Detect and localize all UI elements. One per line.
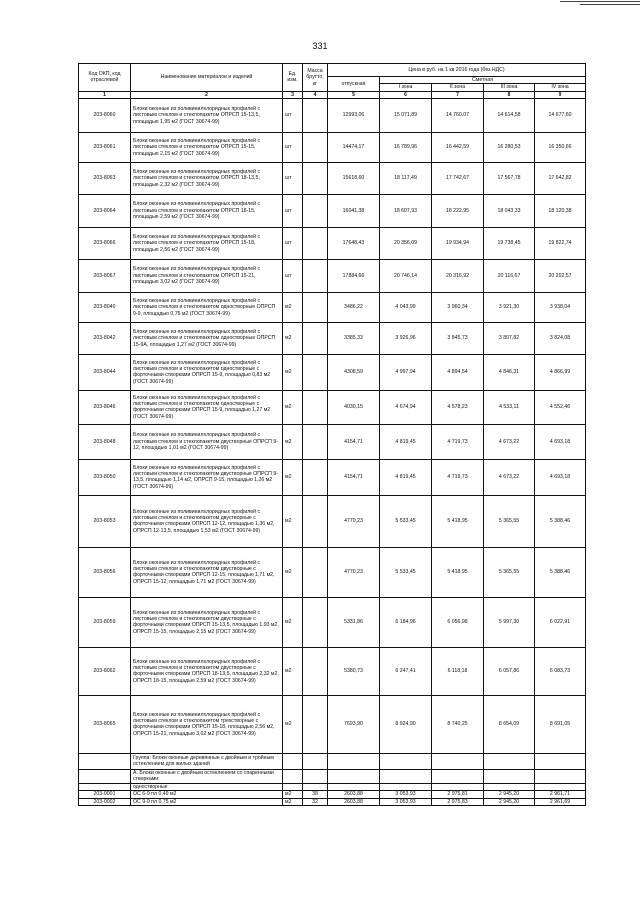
price-zone-1: 6 247,41 — [380, 647, 432, 695]
item-mass — [303, 259, 328, 292]
table-row — [79, 695, 586, 753]
price-zone-3: 2 945,20 — [484, 791, 535, 798]
subsubgroup-title-row — [79, 783, 586, 790]
item-code: 203-8065 — [79, 695, 131, 753]
price-zone-2: 6 118,18 — [432, 647, 484, 695]
item-unit: шт — [283, 259, 303, 292]
item-mass — [303, 322, 328, 354]
price-zone-4: 14 677,60 — [535, 98, 586, 132]
empty-cell — [79, 769, 131, 783]
item-name: Блоки оконные из поливинилхлоридных профилей с листовым стеклом и стеклопакетом одностворные ОПРСП 15-9А, площадью 1,27 м2 (ГОСТ 30674-99) — [131, 322, 283, 354]
item-code: 203-8056 — [79, 547, 131, 597]
price-zone-2: 5 418,95 — [432, 495, 484, 547]
price-zone-1: 6 184,96 — [380, 597, 432, 647]
price-zone-3: 5 997,30 — [484, 597, 535, 647]
item-code: 203-8046 — [79, 390, 131, 424]
price-zone-4: 3 824,08 — [535, 322, 586, 354]
item-mass — [303, 132, 328, 162]
item-mass — [303, 354, 328, 390]
price-release: 4770,23 — [328, 547, 380, 597]
price-zone-2: 17 742,67 — [432, 162, 484, 194]
price-release: 14474,17 — [328, 132, 380, 162]
item-mass — [303, 227, 328, 259]
column-index: 7 — [432, 91, 484, 98]
item-mass — [303, 162, 328, 194]
empty-cell — [432, 753, 484, 769]
empty-cell — [328, 769, 380, 783]
price-zone-4: 5 388,46 — [535, 547, 586, 597]
table-row — [79, 132, 586, 162]
table-header — [79, 64, 586, 92]
item-mass — [303, 194, 328, 227]
price-zone-1: 3 053,93 — [380, 791, 432, 798]
price-zone-3: 19 738,45 — [484, 227, 535, 259]
price-zone-4: 4 552,46 — [535, 390, 586, 424]
price-zone-3: 6 057,86 — [484, 647, 535, 695]
item-unit: м2 — [283, 695, 303, 753]
table-row — [79, 547, 586, 597]
price-release: 4154,71 — [328, 424, 380, 459]
item-name: Блоки оконные из поливинилхлоридных профилей с листовым стеклом и стеклопакетом двустворные с форточными створками ОПРСП 12-12, площадью 1,36 м2, ОПРСП 12-13,5, площадью 1,53 м2 (ГОСТ 30674-99) — [131, 495, 283, 547]
table-row — [79, 647, 586, 695]
item-code: 203-8063 — [79, 162, 131, 194]
price-release: 7693,90 — [328, 695, 380, 753]
item-unit: м2 — [283, 424, 303, 459]
price-zone-4: 6 083,73 — [535, 647, 586, 695]
price-zone-3: 18 043,33 — [484, 194, 535, 227]
price-zone-3: 14 614,58 — [484, 98, 535, 132]
empty-cell — [303, 769, 328, 783]
price-zone-2: 4 719,73 — [432, 424, 484, 459]
item-code: 203-8066 — [79, 227, 131, 259]
item-name: Блоки оконные из поливинилхлоридных профилей с листовым стеклом и стеклопакетом одностворные с форточными створками ОПРСП 15-9, площадью 1,27 м2 (ГОСТ 30674-99) — [131, 390, 283, 424]
price-zone-4: 19 822,74 — [535, 227, 586, 259]
table-row — [79, 354, 586, 390]
price-release: 5331,86 — [328, 597, 380, 647]
price-zone-3: 17 567,78 — [484, 162, 535, 194]
price-zone-3: 20 116,67 — [484, 259, 535, 292]
price-zone-1: 5 533,45 — [380, 495, 432, 547]
item-name: Блоки оконные из поливинилхлоридных профилей с листовым стеклом и стеклопакетом ОПРСП 15-13,5, площадью 1,95 м2 (ГОСТ 30674-99) — [131, 98, 283, 132]
price-zone-2: 2 975,83 — [432, 798, 484, 805]
price-zone-1: 18 117,49 — [380, 162, 432, 194]
price-zone-1: 3 053,93 — [380, 798, 432, 805]
price-zone-3: 4 673,22 — [484, 459, 535, 495]
item-mass — [303, 292, 328, 322]
price-zone-3: 8 654,09 — [484, 695, 535, 753]
item-name: Блоки оконные из поливинилхлоридных профилей с листовым стеклом и стеклопакетом ОПРСП 18-13,5, площадью 2,32 м2 (ГОСТ 30674-99) — [131, 162, 283, 194]
empty-cell — [432, 783, 484, 790]
price-zone-1: 16 789,96 — [380, 132, 432, 162]
column-index: 2 — [131, 91, 283, 98]
price-release: 16041,38 — [328, 194, 380, 227]
item-code: 203-8053 — [79, 495, 131, 547]
item-mass — [303, 390, 328, 424]
price-zone-3: 3 921,30 — [484, 292, 535, 322]
price-zone-3: 3 807,82 — [484, 322, 535, 354]
price-zone-1: 4 819,45 — [380, 459, 432, 495]
price-zone-1: 5 533,45 — [380, 547, 432, 597]
empty-cell — [484, 769, 535, 783]
subgroup-title-row — [79, 769, 586, 783]
item-unit: шт — [283, 98, 303, 132]
table-row — [79, 98, 586, 132]
item-mass: 38 — [303, 791, 328, 798]
price-release: 12993,06 — [328, 98, 380, 132]
item-unit: м2 — [283, 390, 303, 424]
header-zone-2: II зона — [432, 84, 484, 91]
price-release: 4154,71 — [328, 459, 380, 495]
table-row — [79, 162, 586, 194]
item-mass — [303, 597, 328, 647]
header-release: отпускная — [328, 77, 380, 92]
empty-cell — [380, 769, 432, 783]
price-zone-1: 4 997,94 — [380, 354, 432, 390]
item-code: 203-0002 — [79, 798, 131, 805]
empty-cell — [283, 753, 303, 769]
page-number: 331 — [312, 41, 328, 51]
header-code: Код ОКП, код отраслевой — [79, 64, 131, 92]
price-zone-2: 16 442,59 — [432, 132, 484, 162]
column-index: 3 — [283, 91, 303, 98]
price-zone-1: 15 071,89 — [380, 98, 432, 132]
price-zone-3: 2 945,20 — [484, 798, 535, 805]
price-zone-4: 18 120,38 — [535, 194, 586, 227]
table-row — [79, 597, 586, 647]
column-index: 6 — [380, 91, 432, 98]
item-code: 203-8042 — [79, 322, 131, 354]
item-code: 203-8050 — [79, 459, 131, 495]
item-unit: м2 — [283, 791, 303, 798]
price-zone-1: 3 926,96 — [380, 322, 432, 354]
price-zone-4: 4 693,18 — [535, 459, 586, 495]
item-code: 203-8048 — [79, 424, 131, 459]
price-zone-2: 4 894,54 — [432, 354, 484, 390]
table-row — [79, 791, 586, 798]
item-unit: м2 — [283, 597, 303, 647]
item-unit: шт — [283, 194, 303, 227]
price-release: 17884,66 — [328, 259, 380, 292]
item-code: 203-8067 — [79, 259, 131, 292]
price-zone-1: 8 924,90 — [380, 695, 432, 753]
header-name: Наименование материалов и изделий — [131, 64, 283, 92]
price-zone-4: 3 938,04 — [535, 292, 586, 322]
empty-cell — [484, 753, 535, 769]
price-zone-1: 18 607,93 — [380, 194, 432, 227]
item-name: Блоки оконные из поливинилхлоридных профилей с листовым стеклом и стеклопакетом двустворные с форточными створками ОПРСП 18-13,5, площадью 2,32 м2, ОПРСП 18-15, площадью 2,59 м2 (ГОСТ 30674-99) — [131, 647, 283, 695]
price-zone-3: 4 673,22 — [484, 424, 535, 459]
price-zone-4: 6 022,91 — [535, 597, 586, 647]
item-unit: м2 — [283, 354, 303, 390]
item-mass — [303, 495, 328, 547]
empty-cell — [79, 783, 131, 790]
price-zone-3: 4 533,11 — [484, 390, 535, 424]
table-row — [79, 194, 586, 227]
empty-cell — [303, 753, 328, 769]
price-zone-3: 16 280,53 — [484, 132, 535, 162]
column-index: 5 — [328, 91, 380, 98]
item-unit: м2 — [283, 459, 303, 495]
price-zone-4: 17 642,82 — [535, 162, 586, 194]
price-zone-2: 4 719,73 — [432, 459, 484, 495]
item-unit: шт — [283, 162, 303, 194]
price-release: 4308,59 — [328, 354, 380, 390]
column-index: 9 — [535, 91, 586, 98]
price-zone-1: 20 356,09 — [380, 227, 432, 259]
empty-cell — [535, 783, 586, 790]
table-row — [79, 292, 586, 322]
price-zone-1: 4 819,45 — [380, 424, 432, 459]
price-zone-3: 5 365,55 — [484, 547, 535, 597]
item-code: 203-8040 — [79, 292, 131, 322]
item-mass — [303, 459, 328, 495]
item-code: 203-8060 — [79, 98, 131, 132]
price-zone-2: 6 056,98 — [432, 597, 484, 647]
price-zone-2: 14 760,07 — [432, 98, 484, 132]
price-zone-4: 2 961,71 — [535, 791, 586, 798]
empty-cell — [328, 753, 380, 769]
table-row — [79, 798, 586, 805]
scan-edge-mark — [560, 0, 640, 6]
price-release: 3486,22 — [328, 292, 380, 322]
item-name: Блоки оконные из поливинилхлоридных профилей с листовым стеклом и стеклопакетом ОПРСП 15-15, площадью 2,15 м2 (ГОСТ 30674-99) — [131, 132, 283, 162]
price-zone-2: 19 934,94 — [432, 227, 484, 259]
price-release: 2603,88 — [328, 791, 380, 798]
header-price: Цена в руб. на 1 кв 2016 года (без НДС) — [328, 64, 586, 77]
price-table — [78, 63, 586, 806]
price-zone-2: 3 845,73 — [432, 322, 484, 354]
empty-cell — [283, 783, 303, 790]
header-zone-1: I зона — [380, 84, 432, 91]
empty-cell — [328, 783, 380, 790]
item-code: 203-8059 — [79, 597, 131, 647]
item-unit: м2 — [283, 647, 303, 695]
item-code: 203-8061 — [79, 132, 131, 162]
price-zone-4: 5 388,46 — [535, 495, 586, 547]
item-mass — [303, 647, 328, 695]
table-row — [79, 424, 586, 459]
price-zone-3: 4 846,31 — [484, 354, 535, 390]
item-name: Блоки оконные из поливинилхлоридных профилей с листовым стеклом и стеклопакетом одностворные с форточными створками ОПРСП 15-9, площадью 0,83 м2 (ГОСТ 30674-99) — [131, 354, 283, 390]
price-release: 17648,43 — [328, 227, 380, 259]
price-release: 5380,73 — [328, 647, 380, 695]
table-row — [79, 259, 586, 292]
price-zone-2: 18 222,95 — [432, 194, 484, 227]
price-zone-1: 20 746,14 — [380, 259, 432, 292]
group-title: Группа: Блоки оконные деревянные с двойным и тройным остеклением для жилых зданий — [131, 753, 283, 769]
price-release: 4030,15 — [328, 390, 380, 424]
empty-cell — [79, 753, 131, 769]
column-index-row — [79, 91, 586, 98]
subgroup-title: А. Блоки оконные с двойным остеклением со спаренными створками: — [131, 769, 283, 783]
item-unit: м2 — [283, 798, 303, 805]
item-code: 203-8064 — [79, 194, 131, 227]
empty-cell — [303, 783, 328, 790]
table-row — [79, 495, 586, 547]
price-zone-4: 4 866,99 — [535, 354, 586, 390]
price-zone-2: 3 960,34 — [432, 292, 484, 322]
price-zone-2: 4 578,23 — [432, 390, 484, 424]
header-zone-3: III зона — [484, 84, 535, 91]
item-name: Блоки оконные из поливинилхлоридных профилей с листовым стеклом и стеклопакетом двустворные ОПРСП 9-13,5, площадью 1,14 м2, ОПРСП 9-15, площадью 1,26 м2 (ГОСТ 30674-99) — [131, 459, 283, 495]
price-zone-4: 4 693,18 — [535, 424, 586, 459]
empty-cell — [535, 753, 586, 769]
item-unit: м2 — [283, 547, 303, 597]
price-zone-2: 5 418,95 — [432, 547, 484, 597]
header-zone-4: IV зона — [535, 84, 586, 91]
item-mass: 32 — [303, 798, 328, 805]
price-zone-4: 2 961,69 — [535, 798, 586, 805]
column-index: 8 — [484, 91, 535, 98]
column-index: 1 — [79, 91, 131, 98]
price-zone-2: 20 316,92 — [432, 259, 484, 292]
item-name: Блоки оконные из поливинилхлоридных профилей с листовым стеклом и стеклопакетом двустворные ОПРСП 9-12, площадью 1,01 м2 (ГОСТ 30674-99) — [131, 424, 283, 459]
item-name: Блоки оконные из поливинилхлоридных профилей с листовым стеклом и стеклопакетом ОПРСП 18-15, площадью 2,59 м2 (ГОСТ 30674-99) — [131, 194, 283, 227]
price-zone-4: 16 350,66 — [535, 132, 586, 162]
empty-cell — [484, 783, 535, 790]
item-name: ОС 9-9 пл 0,75 м2 — [131, 798, 283, 805]
column-index: 4 — [303, 91, 328, 98]
price-zone-1: 4 674,94 — [380, 390, 432, 424]
item-unit: м2 — [283, 495, 303, 547]
group-title-row — [79, 753, 586, 769]
item-mass — [303, 547, 328, 597]
item-mass — [303, 98, 328, 132]
item-name: Блоки оконные из поливинилхлоридных профилей с листовым стеклом и стеклопакетом двустворные с форточными створками ОПРСП 15-13,5, площадью 1,93 м2, ОПРСП 15-15, площадью 2,15 м2 (ГОСТ 30674-99) — [131, 597, 283, 647]
price-zone-4: 8 691,05 — [535, 695, 586, 753]
price-zone-1: 4 043,99 — [380, 292, 432, 322]
header-estimate: Сметная — [380, 77, 586, 84]
table-row — [79, 322, 586, 354]
item-code: 203-8044 — [79, 354, 131, 390]
empty-cell — [432, 769, 484, 783]
item-name: Блоки оконные из поливинилхлоридных профилей с листовым стеклом и стеклопакетом одностворные ОПРСП 9-9, площадью 0,75 м2 (ГОСТ 30674-99) — [131, 292, 283, 322]
item-code: 203-8062 — [79, 647, 131, 695]
item-unit: м2 — [283, 292, 303, 322]
table-row — [79, 459, 586, 495]
price-zone-4: 20 202,57 — [535, 259, 586, 292]
item-name: Блоки оконные из поливинилхлоридных профилей с листовым стеклом и стеклопакетом трехстворные с форточными створками ОПРСП 15-18, площадью 2,56 м2, ОПРСП 15-21, площадью 3,02 м2 (ГОСТ 30674-99) — [131, 695, 283, 753]
item-name: Блоки оконные из поливинилхлоридных профилей с листовым стеклом и стеклопакетом ОПРСП 15-21, площадью 3,02 м2 (ГОСТ 30674-99) — [131, 259, 283, 292]
price-release: 15618,60 — [328, 162, 380, 194]
header-mass: Масса брутто, кг — [303, 64, 328, 92]
price-zone-2: 8 740,25 — [432, 695, 484, 753]
item-name: ОС 6-9 пл 0,49 м2 — [131, 791, 283, 798]
item-name: Блоки оконные из поливинилхлоридных профилей с листовым стеклом и стеклопакетом двустворные с форточными створками ОПРСП 12-15, площадью 1,71 м2, ОПРСП 15-12, площадью 1,71 м2 (ГОСТ 30674-99) — [131, 547, 283, 597]
price-release: 2603,88 — [328, 798, 380, 805]
item-unit: шт — [283, 132, 303, 162]
item-unit: шт — [283, 227, 303, 259]
price-release: 3385,33 — [328, 322, 380, 354]
subsubgroup-title: одностворные — [131, 783, 283, 790]
empty-cell — [283, 769, 303, 783]
table-row — [79, 390, 586, 424]
price-release: 4770,23 — [328, 495, 380, 547]
price-zone-3: 5 365,55 — [484, 495, 535, 547]
item-code: 203-0001 — [79, 791, 131, 798]
empty-cell — [380, 753, 432, 769]
empty-cell — [380, 783, 432, 790]
header-unit: Ед. изм. — [283, 64, 303, 92]
item-mass — [303, 695, 328, 753]
item-mass — [303, 424, 328, 459]
item-unit: м2 — [283, 322, 303, 354]
empty-cell — [535, 769, 586, 783]
price-zone-2: 2 975,81 — [432, 791, 484, 798]
table-row — [79, 227, 586, 259]
item-name: Блоки оконные из поливинилхлоридных профилей с листовым стеклом и стеклопакетом ОПРСП 15-18, площадью 2,56 м2 (ГОСТ 30674-99) — [131, 227, 283, 259]
table-body — [79, 91, 586, 805]
